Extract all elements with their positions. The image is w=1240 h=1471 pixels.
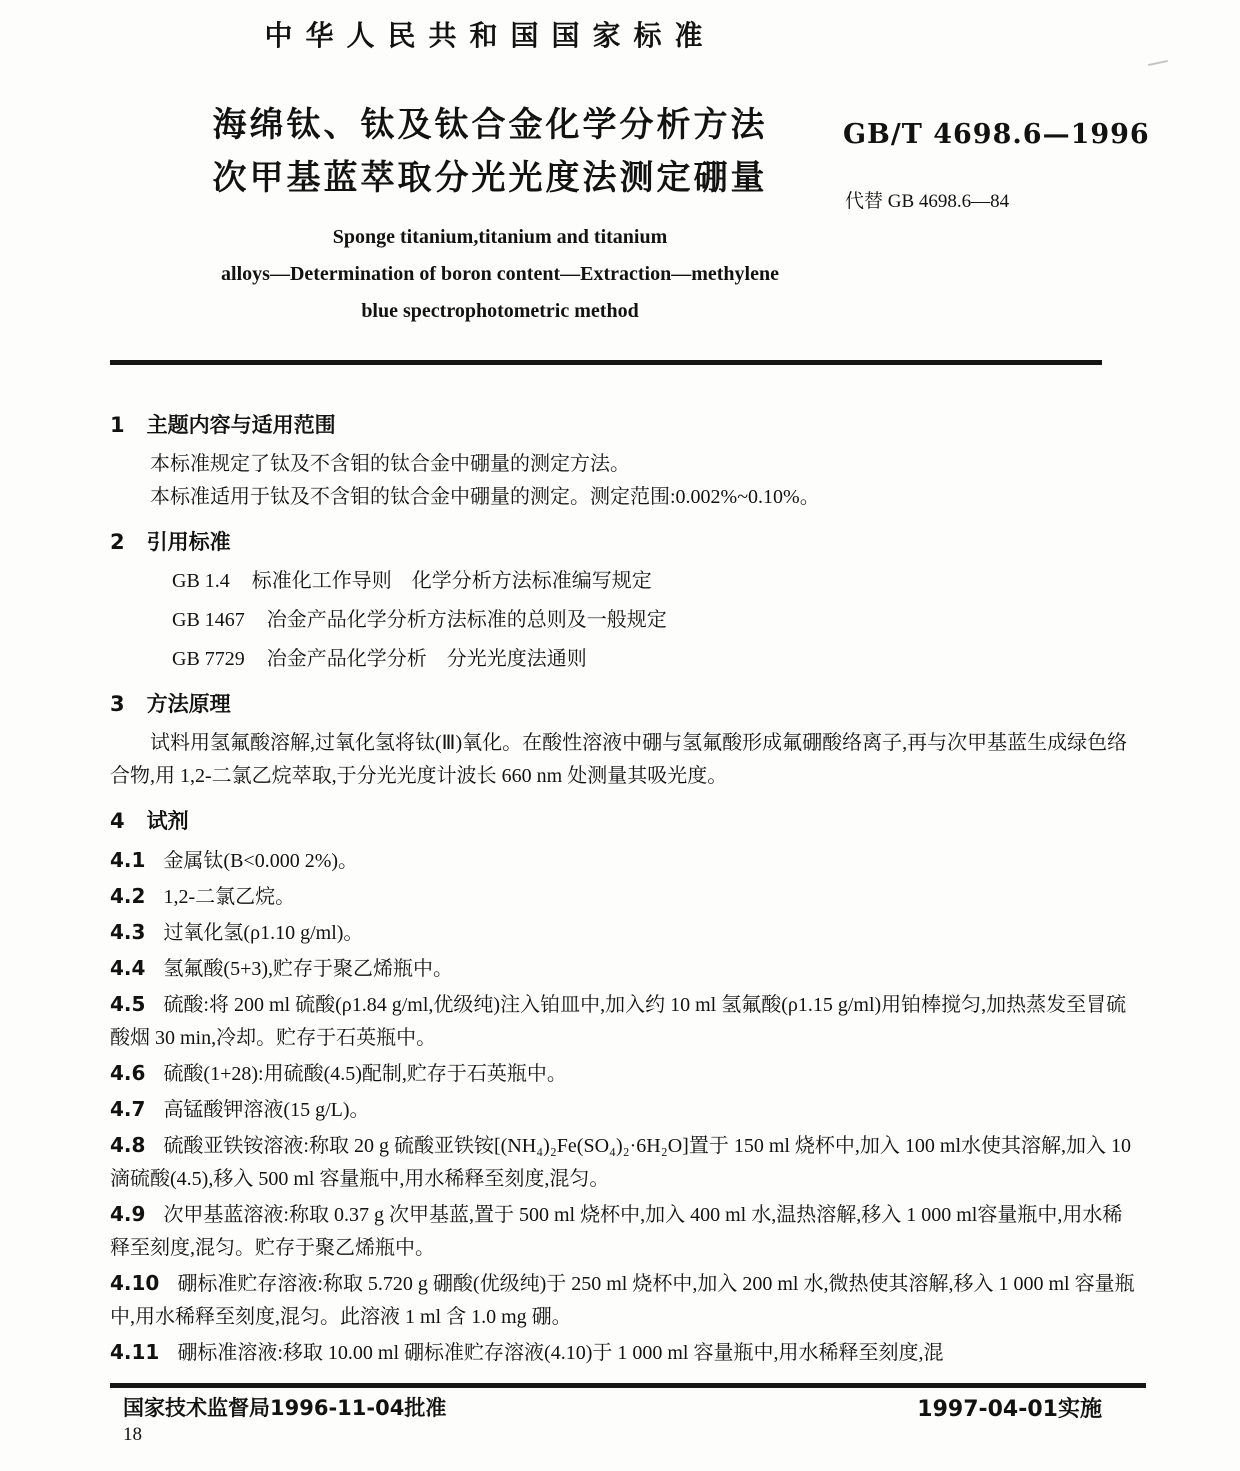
section-4-heading [110,805,1136,838]
reagent-item-4-5 [110,988,1136,1055]
reagent-item-4-9 [110,1198,1136,1265]
item-number: 4.4 [110,956,146,980]
section-3-number: 3 [110,692,125,716]
document-body [110,397,1136,1372]
reagent-item-4-3 [110,916,1136,950]
item-number: 4.8 [110,1133,146,1157]
document-title-line2: 次甲基蓝萃取分光光度法测定硼量 [212,158,768,198]
item-text: 硼标准贮存溶液:称取 5.720 g 硼酸(优级纯)于 250 ml 烧杯中,加入 200 ml 水,微热使其溶解,移入 1 000 ml 容量瓶中,用水稀释至刻度,混匀。此溶液 1 ml 含 1.0 mg 硼。 [110,1273,1135,1328]
item-text: 硫酸:将 200 ml 硫酸(ρ1.84 g/ml,优级纯)注入铂皿中,加入约 10 ml 氢氟酸(ρ1.15 g/ml)用铂棒搅匀,加热蒸发至冒硫酸烟 30 min,冷却。贮存于石英瓶中。 [110,994,1127,1049]
implementation-date: 1997-04-01实施 [917,1397,1102,1422]
reference-code: GB 1467 [172,609,245,631]
item-text: 硼标准溶液:移取 10.00 ml 硼标准贮存溶液(4.10)于 1 000 ml 容量瓶中,用水稀释至刻度,混 [177,1342,944,1364]
item-text: 高锰酸钾溶液(15 g/L)。 [163,1099,370,1121]
standard-number: GB/T 4698.6—1996 [843,119,1150,150]
reference-line [172,565,1136,598]
section-1-title: 主题内容与适用范围 [146,413,336,437]
item-number: 4.1 [110,848,146,872]
reagent-item-4-4 [110,952,1136,986]
item-number: 4.2 [110,884,146,908]
footer-divider-rule [110,1383,1146,1388]
section-3-heading [110,688,1136,721]
english-title-line2: alloys—Determination of boron content—Extraction—methylene [221,263,779,285]
reagent-item-4-10 [110,1267,1136,1334]
reagent-item-4-6 [110,1057,1136,1091]
section-1-paragraph-2: 本标准适用于钛及不含钼的钛合金中硼量的测定。测定范围:0.002%~0.10%。 [150,486,820,508]
reference-line [172,643,1136,676]
section-1-number: 1 [110,413,125,437]
item-text: 过氧化氢(ρ1.10 g/ml)。 [163,922,364,944]
item-text: 次甲基蓝溶液:称取 0.37 g 次甲基蓝,置于 500 ml 烧杯中,加入 400 ml 水,温热溶解,移入 1 000 ml容量瓶中,用水稀释至刻度,混匀。贮存于聚乙烯瓶中。 [110,1204,1123,1259]
item-text: 氢氟酸(5+3),贮存于聚乙烯瓶中。 [163,958,454,980]
reagent-item-4-2 [110,880,1136,914]
section-2-number: 2 [110,530,125,554]
section-4-title: 试剂 [146,809,189,833]
reference-text: 冶金产品化学分析方法标准的总则及一般规定 [266,609,667,631]
reagent-item-4-7 [110,1093,1136,1127]
reagent-item-4-11 [110,1336,1136,1370]
page-number: 18 [123,1424,142,1445]
english-title-line3: blue spectrophotometric method [361,300,639,322]
standard-replaces-note: 代替 GB 4698.6—84 [845,191,1010,212]
section-4-number: 4 [110,809,125,833]
section-1-heading [110,409,1136,442]
header-divider-rule [110,360,1102,365]
section-3-paragraph-1: 试料用氢氟酸溶解,过氧化氢将钛(Ⅲ)氧化。在酸性溶液中硼与氢氟酸形成氟硼酸络离子,再与次甲基蓝生成绿色络合物,用 1,2-二氯乙烷萃取,于分光光度计波长 660 nm 处测量其吸光度。 [110,732,1128,787]
section-2-title: 引用标准 [146,530,231,554]
section-3-title: 方法原理 [146,692,231,716]
national-standard-header: 中华人民共和国国家标准 [264,19,716,52]
scan-artifact [1148,60,1168,66]
item-text: 1,2-二氯乙烷。 [163,886,296,908]
reference-code: GB 7729 [172,648,245,670]
section-1-paragraph-1: 本标准规定了钛及不含钼的钛合金中硼量的测定方法。 [150,453,630,475]
item-text: 金属钛(B<0.000 2%)。 [163,850,359,872]
item-number: 4.7 [110,1097,146,1121]
reference-line [172,604,1136,637]
reference-text: 冶金产品化学分析 分光光度法通则 [266,648,587,670]
english-title [0,219,1000,330]
item-number: 4.3 [110,920,146,944]
item-number: 4.5 [110,992,146,1016]
reagent-item-4-1 [110,844,1136,878]
item-number: 4.6 [110,1061,146,1085]
item-number: 4.9 [110,1202,146,1226]
reference-text: 标准化工作导则 化学分析方法标准编写规定 [251,570,652,592]
item-text: 硫酸亚铁铵溶液:称取 20 g 硫酸亚铁铵[(NH₄)₂Fe(SO₄)₂·6H₂O]置于 150 ml 烧杯中,加入 100 ml水使其溶解,加入 10 滴硫酸(4.5),移入 500 ml 容量瓶中,用水稀释至刻度,混匀。 [110,1135,1132,1190]
reagent-item-4-8 [110,1129,1136,1196]
item-number: 4.10 [110,1271,160,1295]
section-2-heading [110,526,1136,559]
item-number: 4.11 [110,1340,160,1364]
approval-date: 国家技术监督局1996-11-04批准 [123,1396,447,1420]
reference-code: GB 1.4 [172,570,230,592]
item-text: 硫酸(1+28):用硫酸(4.5)配制,贮存于石英瓶中。 [163,1063,567,1085]
document-title-line1: 海绵钛、钛及钛合金化学分析方法 [212,105,768,145]
english-title-line1: Sponge titanium,titanium and titanium [332,226,668,248]
